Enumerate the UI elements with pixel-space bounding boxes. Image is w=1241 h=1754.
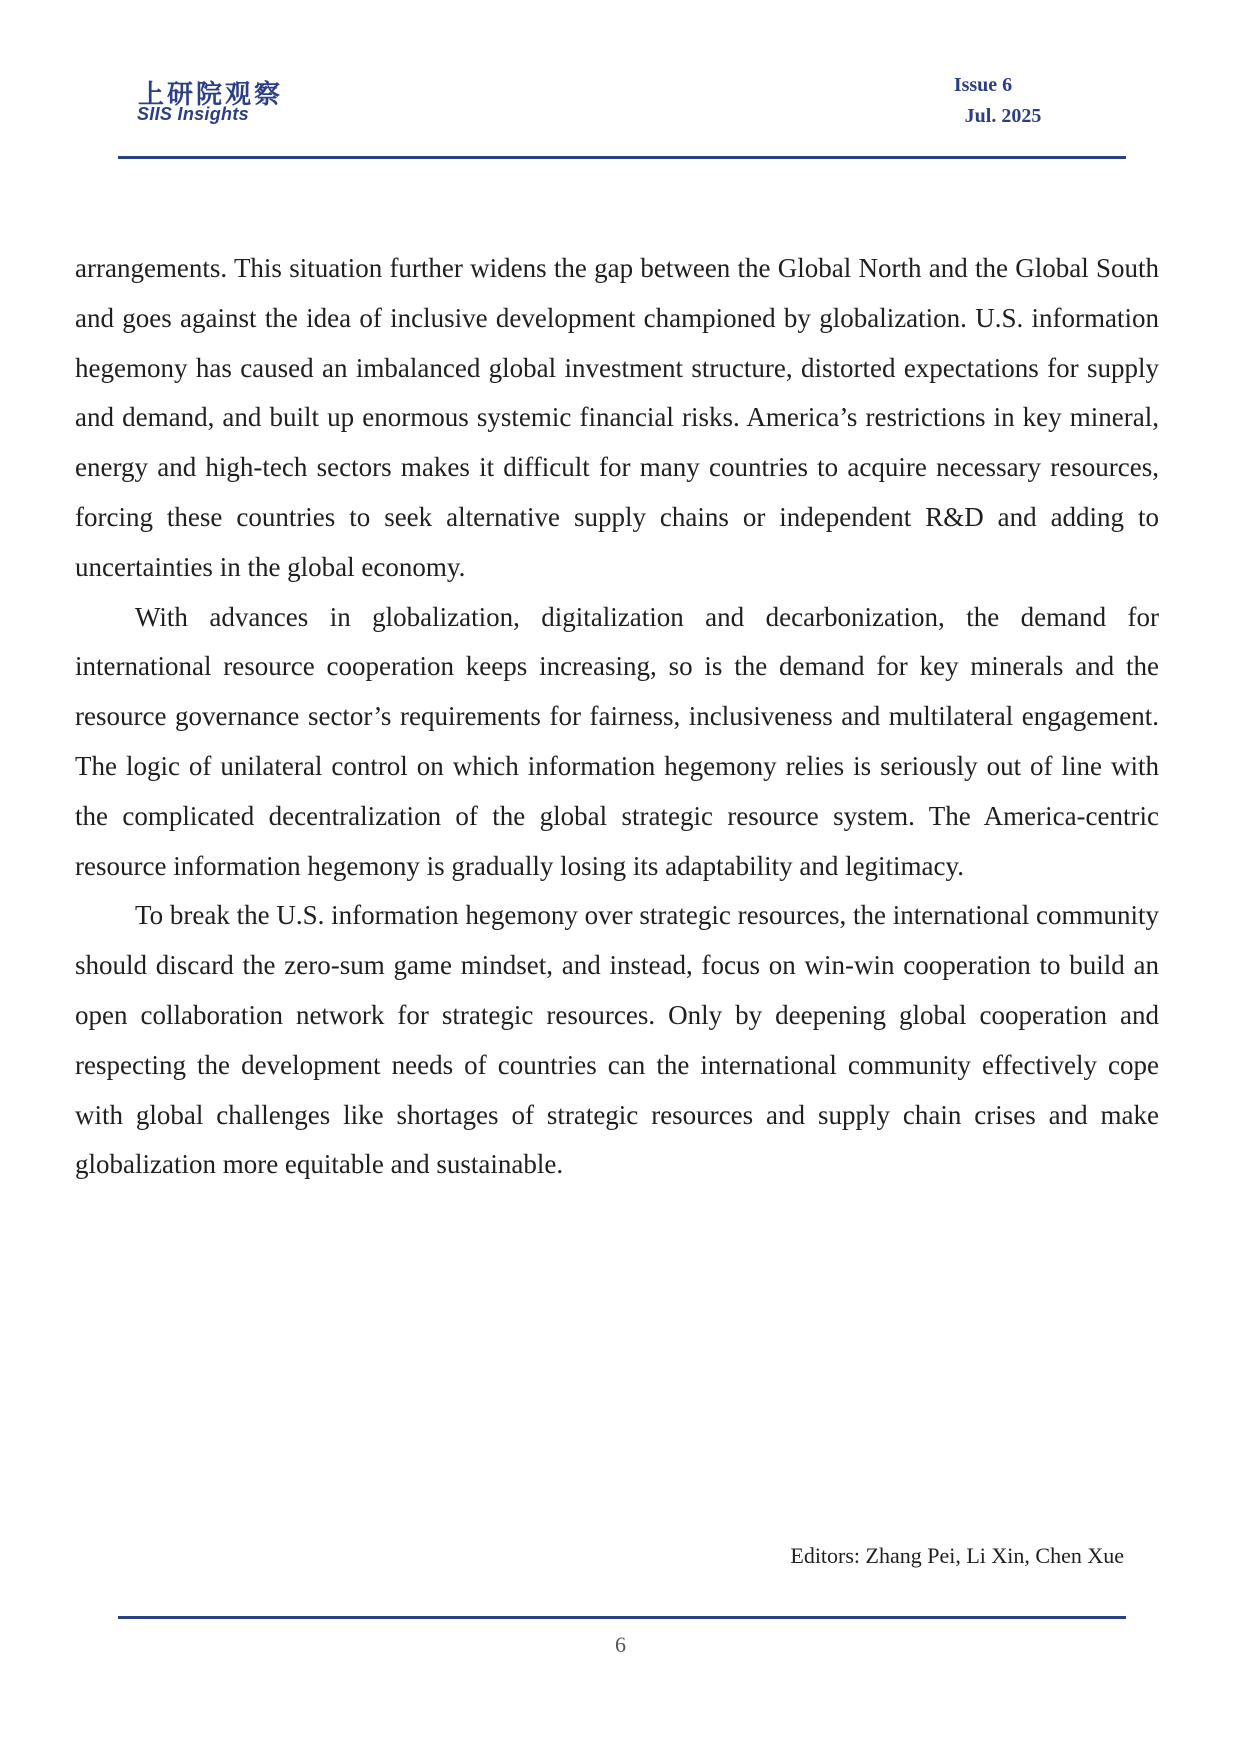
issue-number: Issue 6 — [953, 74, 1013, 96]
header-divider — [118, 156, 1126, 159]
paragraph-1: arrangements. This situation further widens the gap between the Global North and the Global South and goes against the idea of inclusive development championed by globalization. U.S. information hegemony has caused an imbalanced global investment structure, distorted expectations for supply and demand, and built up enormous systemic financial risks. America’s restrictions in key mineral, energy and high-tech sectors makes it difficult for many countries to acquire necessary resources, forcing these countries to seek alternative supply chains or independent R&D and adding to uncertainties in the global economy. — [75, 253, 1159, 582]
article-body — [75, 244, 1159, 1190]
paragraph-3: To break the U.S. information hegemony over strategic resources, the international community should discard the zero-sum game mindset, and instead, focus on win-win cooperation to build an open collaboration network for strategic resources. Only by deepening global cooperation and respecting the development needs of countries can the international community effectively cope with global challenges like shortages of strategic resources and supply chain crises and make globalization more equitable and sustainable. — [75, 900, 1159, 1180]
logo-english-title: SIIS Insights — [137, 104, 249, 124]
issue-date: Jul. 2025 — [964, 105, 1042, 127]
logo-chinese-title: 上研院观察 — [138, 80, 284, 110]
paragraph-2: With advances in globalization, digitalization and decarbonization, the demand for international resource cooperation keeps increasing, so is the demand for key minerals and the resource governance sector’s requirements for fairness, inclusiveness and multilateral engagement. The logic of unilateral control on which information hegemony relies is seriously out of line with the complicated decentralization of the global strategic resource system. The America-centric resource information hegemony is gradually losing its adaptability and legitimacy. — [75, 601, 1159, 881]
page-number: 6 — [615, 1632, 626, 1657]
editors-credit: Editors: Zhang Pei, Li Xin, Chen Xue — [790, 1543, 1124, 1568]
footer-divider — [118, 1616, 1126, 1619]
